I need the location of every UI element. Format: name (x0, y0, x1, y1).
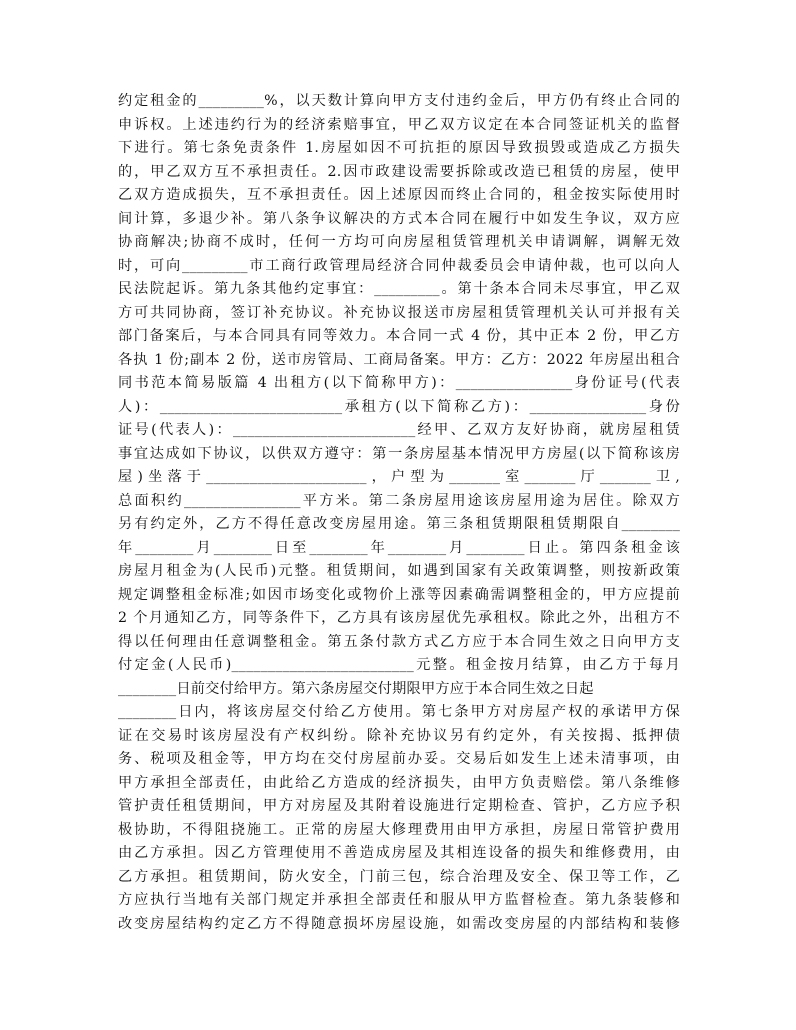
text-line: 得以任何理由任意调整租金。第五条付款方式乙方应于本合同生效之日向甲方支 (118, 633, 680, 650)
text-line: 付定金(人民币)_________________________元整。租金按月结算，由乙方于每月 (118, 657, 680, 673)
text-line: 房屋月租金为(人民币)元整。租赁期间，如遇到国家有关政策调整，则按新政策 (118, 563, 680, 579)
text-line: 务、税项及租金等，甲方均在交付房屋前办妥。交易后如发生上述未清事项，由 (118, 751, 680, 767)
contract-text (118, 90, 680, 936)
text-line: 申诉权。上述违约行为的经济索赔事宜，甲乙双方议定在本合同签证机关的监督 (118, 116, 680, 133)
text-line: 同书范本简易版篇 4 出租方(以下简称甲方)：________________身份证号(代表 (118, 375, 680, 391)
text-line: ________日内，将该房屋交付给乙方使用。第七条甲方对房屋产权的承诺甲方保 (118, 704, 680, 720)
text-line: 民法院起诉。第九条其他约定事宜：_________。第十条本合同未尽事宜，甲乙双 (118, 281, 680, 297)
text-line: 约定租金的_________%，以天数计算向甲方支付违约金后，甲方仍有终止合同的 (118, 93, 680, 109)
text-line: 事宜达成如下协议，以供双方遵守：第一条房屋基本情况甲方房屋(以下简称该房 (118, 445, 680, 462)
text-line: 的，甲乙双方互不承担责任。2.因市政建设需要拆除或改造已租赁的房屋，使甲 (118, 163, 680, 180)
text-line: 间计算，多退少补。第八条争议解决的方式本合同在履行中如发生争议，双方应 (118, 210, 680, 227)
text-line: 极协助，不得阻挠施工。正常的房屋大修理费用由甲方承担，房屋日常管护费用 (118, 821, 680, 838)
text-line: 协商解决;协商不成时，任何一方均可向房屋租赁管理机关申请调解，调解无效 (118, 234, 680, 250)
text-line: 人)：_________________________承租方(以下简称乙方)：________________身份 (118, 398, 680, 415)
text-line: 由乙方承担。因乙方管理使用不善造成房屋及其相连设备的损失和维修费用，由 (118, 845, 680, 861)
text-line: 下进行。第七条免责条件 1.房屋如因不可抗拒的原因导致损毁或造成乙方损失 (118, 140, 680, 156)
text-line: 方应执行当地有关部门规定并承担全部责任和服从甲方监督检查。第九条装修和 (118, 892, 680, 908)
text-line: 时，可向_________市工商行政管理局经济合同仲裁委员会申请仲裁，也可以向人 (118, 257, 680, 274)
text-line: 2 个月通知乙方，同等条件下，乙方具有该房屋优先承租权。除此之外，出租方不 (118, 610, 680, 626)
text-line: 方可共同协商，签订补充协议。补充协议报送市房屋租赁管理机关认可并报有关 (118, 304, 680, 321)
text-line: 各执 1 份;副本 2 份，送市房管局、工商局备案。甲方：乙方：2022 年房屋出租合 (118, 351, 680, 368)
text-line: 甲方承担全部责任，由此给乙方造成的经济损失，由甲方负责赔偿。第八条维修 (118, 774, 680, 791)
text-line: 部门备案后，与本合同具有同等效力。本合同一式 4 份，其中正本 2 份，甲乙方 (118, 328, 680, 344)
text-line: 乙双方造成损失，互不承担责任。因上述原因而终止合同的，租金按实际使用时 (118, 187, 680, 203)
text-line: 证在交易时该房屋没有产权纠纷。除补充协议另有约定外，有关按揭、抵押债 (118, 727, 680, 744)
text-line: 改变房屋结构约定乙方不得随意损坏房屋设施，如需改变房屋的内部结构和装修 (118, 915, 680, 932)
text-line: 另有约定外，乙方不得任意改变房屋用途。第三条租赁期限租赁期限自________ (118, 516, 680, 532)
text-line: 规定调整租金标准;如因市场变化或物价上涨等因素确需调整租金的，甲方应提前 (118, 586, 680, 603)
text-line: 证号(代表人)：_________________________经甲、乙双方友好协商，就房屋租赁 (118, 422, 680, 438)
text-line: 总面积约________________平方米。第二条房屋用途该房屋用途为居住。除双方 (118, 492, 680, 509)
text-line: 乙方承担。租赁期间，防火安全，门前三包，综合治理及安全、保卫等工作，乙 (118, 868, 680, 885)
text-line: ________日前交付给甲方。第六条房屋交付期限甲方应于本合同生效之日起 (118, 680, 594, 697)
text-line: 年________月________日至________年________月________日止。第四条租金该 (118, 539, 680, 556)
text-line: 屋)坐落于______________________，户型为_______室_______厅_______卫, (118, 469, 680, 485)
text-line: 管护责任租赁期间，甲方对房屋及其附着设施进行定期检查、管护，乙方应予积 (118, 798, 680, 814)
